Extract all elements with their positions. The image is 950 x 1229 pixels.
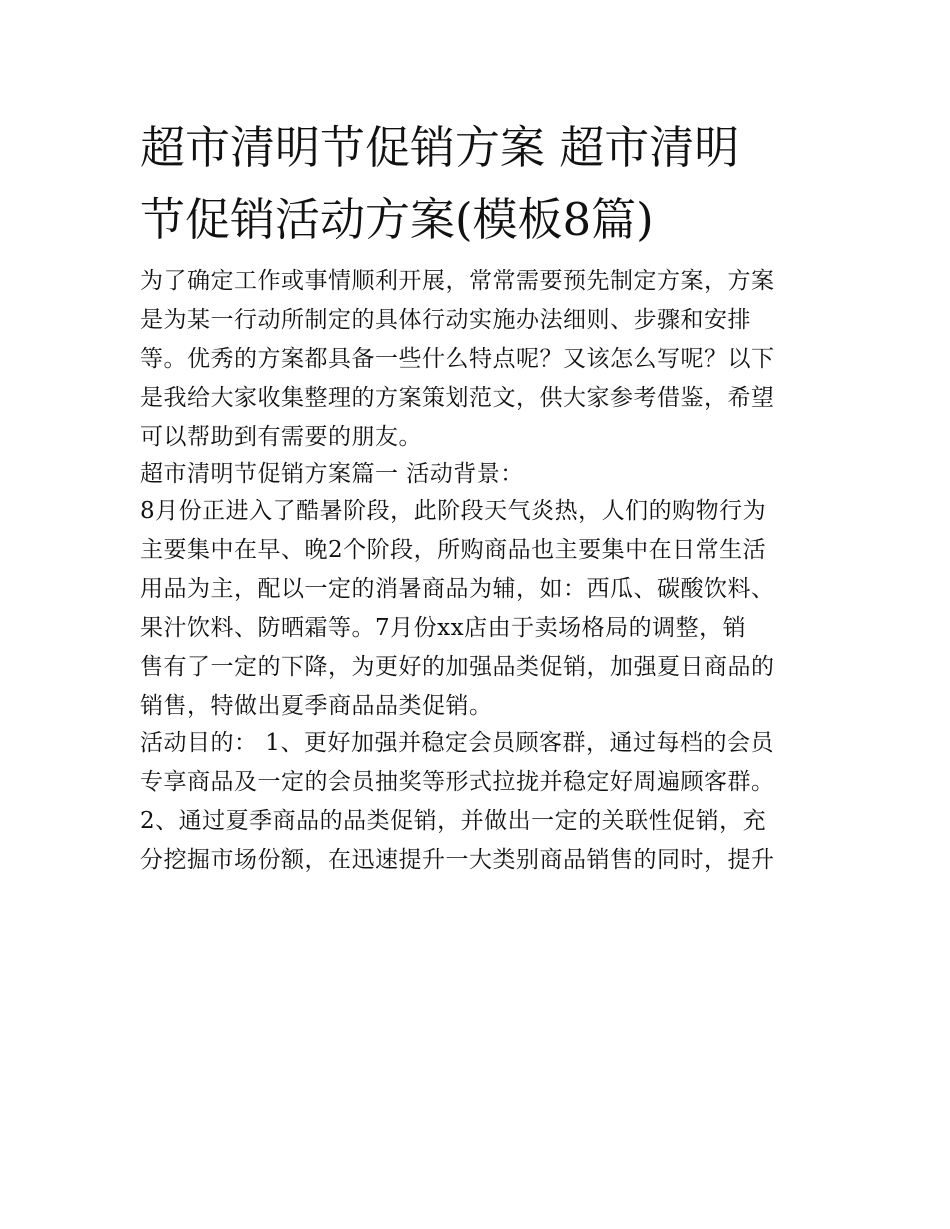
text-line: 是为某一行动所制定的具体行动实施办法细则、步骤和安排 (140, 307, 751, 333)
text-line: 活动目的： 1、更好加强并稳定会员顾客群，通过每档的会员 (140, 730, 774, 756)
background-paragraph (140, 492, 815, 726)
text-line: 主要集中在早、晚2个阶段，所购商品也主要集中在日常生活 (140, 537, 767, 563)
text-line: 分挖掘市场份额，在迅速提升一大类别商品销售的同时，提升 (140, 847, 775, 873)
text-line: 专享商品及一定的会员抽奖等形式拉拢并稳定好周遍顾客群。 (140, 769, 775, 795)
document-body (140, 112, 815, 878)
intro-paragraph (140, 262, 815, 457)
text-line: 为了确定工作或事情顺利开展，常常需要预先制定方案，方案 (140, 268, 775, 294)
text-line: 果汁饮料、防晒霜等。7月份xx店由于卖场格局的调整，销 (140, 615, 747, 641)
text-line: 是我给大家收集整理的方案策划范文，供大家参考借鉴，希望 (140, 385, 775, 411)
document-title (140, 112, 815, 256)
title-line: 超市清明节促销方案 超市清明 (140, 121, 740, 174)
text-line: 超市清明节促销方案篇一 活动背景： (140, 461, 524, 487)
text-line: 销售，特做出夏季商品品类促销。 (140, 693, 493, 719)
text-line: 售有了一定的下降，为更好的加强品类促销，加强夏日商品的 (140, 654, 775, 680)
text-line: 可以帮助到有需要的朋友。 (140, 424, 422, 450)
title-line: 节促销活动方案(模板8篇) (140, 193, 654, 246)
section-heading (140, 455, 815, 494)
text-line: 2、通过夏季商品的品类促销，并做出一定的关联性促销，充 (140, 808, 767, 834)
text-line: 用品为主，配以一定的消暑商品为辅，如：西瓜、碳酸饮料、 (140, 576, 775, 602)
text-line: 等。优秀的方案都具备一些什么特点呢？又该怎么写呢？以下 (140, 346, 775, 372)
text-line: 8月份正进入了酷暑阶段，此阶段天气炎热，人们的购物行为 (140, 498, 767, 524)
goals-paragraph (140, 724, 815, 880)
